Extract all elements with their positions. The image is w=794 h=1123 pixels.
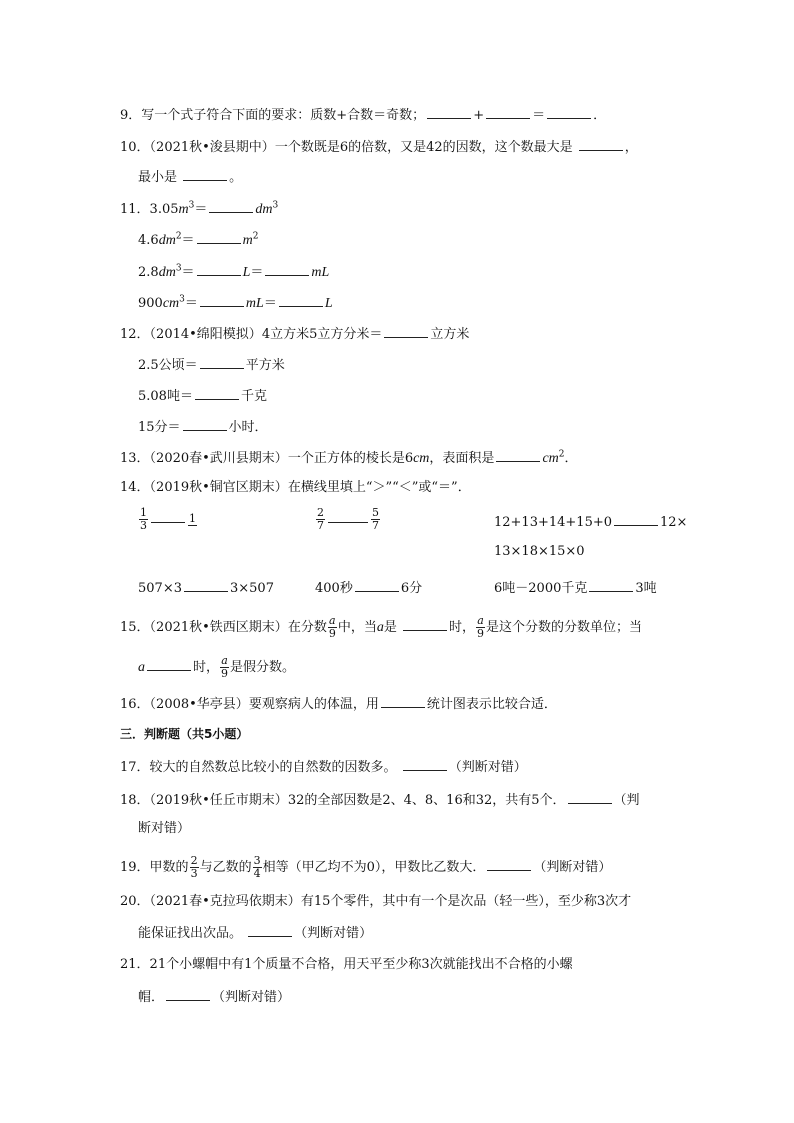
answer-blank <box>568 790 612 804</box>
answer-blank <box>209 199 253 213</box>
question-18-line2: 断对错） <box>138 821 191 836</box>
fraction: $\frac{a}{9}$ <box>477 614 485 640</box>
question-9: 9．写一个式子符合下面的要求：质数+合数＝奇数； + ＝ ． <box>120 105 606 125</box>
answer-blank <box>197 262 241 276</box>
answer-blank <box>355 578 399 592</box>
answer-blank <box>589 578 633 592</box>
answer-blank <box>614 512 658 526</box>
question-13: 13．（2020春•武川县期末）一个正方体的棱长是6cm，表面积是 $cm^2$． <box>120 449 578 466</box>
answer-blank <box>151 509 185 523</box>
answer-blank <box>183 167 227 181</box>
source-note: （2019秋•任丘市期末） <box>149 793 288 808</box>
question-16: 16．（2008•华亭县）要观察病人的体温，用 统计图表示比较合适． <box>120 694 557 714</box>
answer-blank <box>265 262 309 276</box>
fraction: $\frac{2}{3}$ <box>190 854 198 880</box>
answer-blank <box>403 617 447 631</box>
comparison-e: 400秒 6分 <box>315 578 422 598</box>
question-15: 15．（2021秋•铁西区期末）在分数 $\frac{a}{9}$ 中，当a是 时， $\frac{a}{9}$ 是这个分数的分数单位；当 <box>120 614 643 640</box>
answer-blank <box>496 448 540 462</box>
answer-blank <box>200 293 244 307</box>
question-12-line2: 2.5公顷＝ 平方米 <box>138 355 285 375</box>
fraction: $\frac{1}{3}$ <box>140 506 147 532</box>
fraction: $\frac{a}{9}$ <box>328 614 336 640</box>
fraction: $\frac{2}{7}$ <box>317 506 324 532</box>
question-19: 19．甲数的 $\frac{2}{3}$ 与乙数的 $\frac{3}{4}$ 相等（甲乙均不为0），甲数比乙数大． （判断对错） <box>120 854 612 880</box>
source-note: （2008•华亭县） <box>149 697 249 712</box>
question-17: 17．较大的自然数总比较小的自然数的因数多。 （判断对错） <box>120 757 527 777</box>
answer-blank <box>384 324 428 338</box>
answer-blank <box>184 578 228 592</box>
answer-blank <box>328 509 368 523</box>
comparison-d: 507×3 3×507 <box>138 578 274 598</box>
source-note: （2019秋•铜官区期末） <box>149 480 288 495</box>
answer-blank <box>486 105 530 119</box>
question-11-line4: $900cm^3= mL= L$ <box>138 294 333 311</box>
answer-blank <box>200 355 244 369</box>
answer-blank <box>547 105 591 119</box>
question-12-line1: 12．（2014•绵阳模拟）4立方米5立方分米＝ 立方米 <box>120 324 469 344</box>
comparison-c-line2: 13×18×15×0 <box>494 544 585 559</box>
comparison-c: 12+13+14+15+0 12× <box>494 512 687 532</box>
answer-blank <box>579 137 623 151</box>
source-note: （2021春•克拉玛依期末） <box>149 894 301 909</box>
question-21: 21．21个小螺帽中有1个质量不合格，用天平至少称3次就能找出不合格的小螺 <box>120 957 573 972</box>
question-20: 20．（2021春•克拉玛依期末）有15个零件，其中有一个是次品（轻一些），至少称3次才 <box>120 894 632 909</box>
question-15-line2: a 时， $\frac{a}{9}$ 是假分数。 <box>138 654 296 680</box>
comparison-a <box>138 507 198 532</box>
fraction: $\frac{5}{7}$ <box>372 506 379 532</box>
fraction: 1 <box>189 512 196 525</box>
answer-blank <box>195 386 239 400</box>
answer-blank <box>166 987 210 1001</box>
question-21-line2: 帽． （判断对错） <box>138 987 290 1007</box>
source-note: （2014•绵阳模拟） <box>149 327 262 342</box>
question-12-line3: 5.08吨＝ 千克 <box>138 386 267 406</box>
question-10: 10．（2021秋•浚县期中）一个数既是6的倍数，又是42的因数，这个数最大是 ， <box>120 137 638 157</box>
source-note: （2020春•武川县期末） <box>149 451 288 466</box>
question-11-line3: $2.8dm^3= L=$ mL <box>138 263 330 280</box>
fraction: $\frac{a}{9}$ <box>221 654 229 680</box>
answer-blank <box>248 923 292 937</box>
source-note: （2021秋•浚县期中） <box>149 140 275 155</box>
source-note: （2021秋•铁西区期末） <box>149 620 288 635</box>
comparison-f: 6吨－2000千克 3吨 <box>494 578 657 598</box>
answer-blank <box>279 293 323 307</box>
answer-blank <box>381 694 425 708</box>
answer-blank <box>487 857 531 871</box>
section-heading: 三．判断题（共5小题） <box>120 727 249 741</box>
question-11-line2: $4.6dm^2= m^2$ <box>138 231 259 248</box>
fraction: $\frac{3}{4}$ <box>253 854 261 880</box>
answer-blank <box>403 757 447 771</box>
answer-blank <box>197 230 241 244</box>
question-18: 18．（2019秋•任丘市期末）32的全部因数是2、4、8、16和32，共有5个． （判 <box>120 790 640 810</box>
answer-blank <box>183 417 227 431</box>
question-20-line2: 能保证找出次品。 （判断对错） <box>138 923 372 943</box>
answer-blank <box>427 105 471 119</box>
question-number: 9． <box>120 108 142 123</box>
question-12-line4: 15分＝ 小时． <box>138 417 268 437</box>
comparison-b <box>315 507 381 532</box>
answer-blank <box>147 657 191 671</box>
question-10-line2: 最小是 。 <box>138 167 242 187</box>
question-11-line1: 11．$3.05m^3= dm^3$ <box>120 200 279 217</box>
question-14: 14．（2019秋•铜官区期末）在横线里填上“＞”“＜”或“＝”． <box>120 480 471 495</box>
